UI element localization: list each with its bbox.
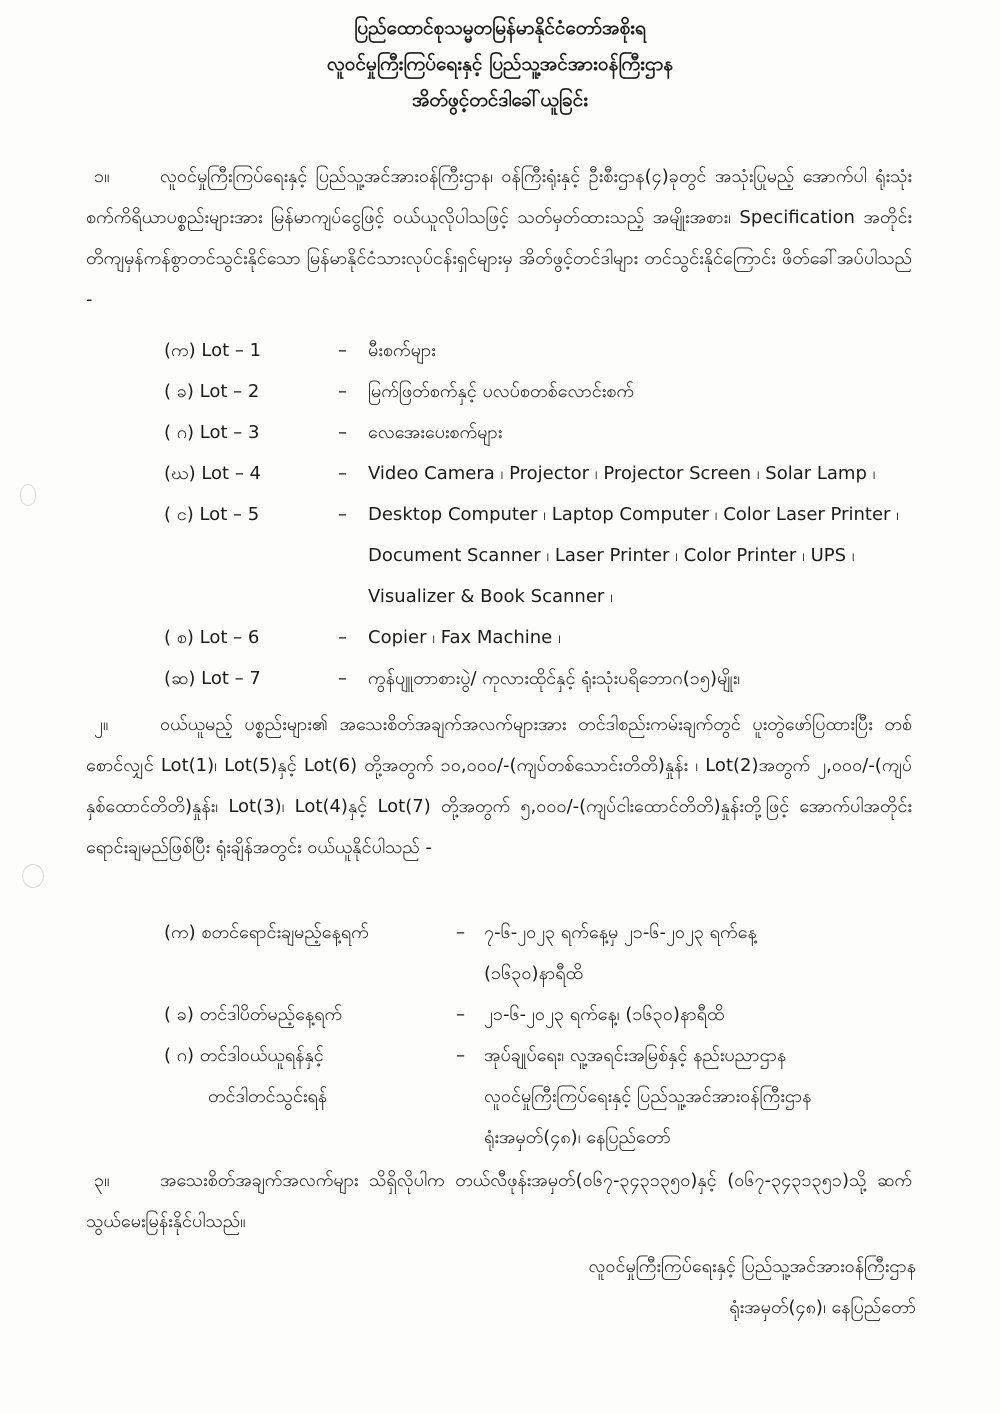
lot-item <box>164 330 928 371</box>
lot-description <box>368 658 928 699</box>
lot-description-line: ကွန်ပျူတာစားပွဲ/ ကုလားထိုင်နှင့် ရုံးသုံးပရိဘောဂ(၁၅)မျိုး၊ <box>368 668 741 689</box>
schedule-label <box>164 1035 456 1158</box>
schedule-value-line: လူဝင်မှုကြီးကြပ်ရေးနှင့် ပြည်သူ့အင်အားဝန်ကြီးဌာန <box>484 1086 812 1107</box>
lot-dash: – <box>338 627 347 648</box>
schedule-value <box>484 994 924 1035</box>
schedule-value-line: ရုံးအမှတ်(၄၈)၊ နေပြည်တော် <box>484 1127 671 1148</box>
schedule-dash: – <box>456 1045 465 1066</box>
schedule-value-line: အုပ်ချုပ်ရေး၊ လူ့အရင်းအမြစ်နှင့် နည်းပညာဌာန <box>484 1045 787 1066</box>
schedule-item <box>164 994 924 1035</box>
schedule-value <box>484 1035 924 1158</box>
paragraph-number: ၃။ <box>94 1170 110 1191</box>
lot-label: ( ခ) Lot – 2 <box>164 381 260 402</box>
lot-dash: – <box>338 340 347 361</box>
schedule-value-line: ၇-၆-၂၀၂၃ ရက်နေ့မှ ၂၁-၆-၂၀၂၃ ရက်နေ့ <box>484 922 757 943</box>
schedule-label-line: တင်ဒါတင်သွင်းရန် <box>208 1086 328 1107</box>
paragraph-number: ၂။ <box>94 714 109 735</box>
lot-description-line: Video Camera ၊ Projector ၊ Projector Screen ၊ Solar Lamp ၊ <box>368 463 876 484</box>
lot-label: ( ဂ) Lot – 3 <box>164 422 260 443</box>
schedule-dash: – <box>456 922 465 943</box>
signature-address: ရုံးအမှတ်(၄၈)၊ နေပြည်တော် <box>729 1297 916 1318</box>
document-header <box>0 10 1000 118</box>
lot-label: (ဃ) Lot – 4 <box>164 463 262 484</box>
lot-label: ( စ) Lot – 6 <box>164 627 260 648</box>
lot-description-line: မီးစက်များ <box>368 340 436 361</box>
lot-description <box>368 371 928 412</box>
lot-description-line: Document Scanner ၊ Laser Printer ၊ Color Printer ၊ UPS ၊ <box>368 545 855 566</box>
scan-speck <box>22 864 44 888</box>
lot-description-line: Copier ၊ Fax Machine ၊ <box>368 627 561 648</box>
schedule-label-line: ( ဂ) တင်ဒါဝယ်ယူရန်နှင့် <box>164 1045 324 1066</box>
header-ministry: လူဝင်မှုကြီးကြပ်ရေးနှင့် ပြည်သူ့အင်အားဝန်ကြီးဌာန <box>326 53 674 75</box>
lot-item <box>164 494 928 617</box>
lot-item <box>164 371 928 412</box>
paragraph-3 <box>86 1160 912 1242</box>
lot-dash: – <box>338 463 347 484</box>
paragraph-1 <box>86 156 912 320</box>
lot-description-line: လေအေးပေးစက်များ <box>368 422 503 443</box>
schedule-label: ( ခ) တင်ဒါပိတ်မည့်နေ့ရက် <box>164 1004 343 1025</box>
schedule-value <box>484 912 924 994</box>
scan-speck <box>20 484 36 506</box>
lot-item <box>164 453 928 494</box>
lot-description-line: Visualizer & Book Scanner ၊ <box>368 586 613 607</box>
paragraph-text: ဝယ်ယူမည့် ပစ္စည်းများ၏ အသေးစိတ်အချက်အလက်များအား တင်ဒါစည်းကမ်းချက်တွင် ပူးတွဲဖော်ပြထားပြီး တစ်စောင်လျှင် Lot(1)၊ Lot(5)နှင့် Lot(6) တို့အတွက် ၁၀,၀၀၀/-(ကျပ်တစ်သောင်းတိတိ)နှုန်း ၊ Lot(2)အတွက် ၂,၀၀၀/-(ကျပ်နှစ်ထောင်တိတိ)နှုန်း၊ Lot(3)၊ Lot(4)နှင့် Lot(7) တို့အတွက် ၅,၀၀၀/-(ကျပ်ငါးထောင်တိတိ)နှုန်းတို့ဖြင့် အောက်ပါအတိုင်း ရောင်းချမည်ဖြစ်ပြီး ရုံးချိန်အတွင်း ဝယ်ယူနိုင်ပါသည် - <box>86 714 912 858</box>
schedule-value-line: ၂၁-၆-၂၀၂၃ ရက်နေ့၊ (၁၆၃၀)နာရီထိ <box>484 1004 725 1025</box>
schedule-label: (က) စတင်ရောင်းချမည့်နေ့ရက် <box>164 922 369 943</box>
paragraph-text: လူဝင်မှုကြီးကြပ်ရေးနှင့် ပြည်သူ့အင်အားဝန်ကြီးဌာန၊ ဝန်ကြီးရုံးနှင့် ဦးစီးဌာန(၄)ခုတွင် အသုံးပြုမည့် အောက်ပါ ရုံးသုံးစက်ကိရိယာပစ္စည်းများအား မြန်မာကျပ်ငွေဖြင့် ဝယ်ယူလိုပါသဖြင့် သတ်မှတ်ထားသည့် အမျိုးအစား၊ Specification အတိုင်း တိကျမှန်ကန်စွာတင်သွင်းနိုင်သော မြန်မာနိုင်ငံသားလုပ်ငန်းရှင်များမှ အိတ်ဖွင့်တင်ဒါများ တင်သွင်းနိုင်ကြောင်း ဖိတ်ခေါ်အပ်ပါသည် - <box>86 166 912 310</box>
schedule-value-line: (၁၆၃၀)နာရီထိ <box>484 963 583 984</box>
lot-list <box>164 330 928 699</box>
signature-block <box>589 1246 916 1328</box>
lot-description <box>368 494 928 617</box>
lot-dash: – <box>338 381 347 402</box>
lot-description-line: မြက်ဖြတ်စက်နှင့် ပလပ်စတစ်လောင်းစက် <box>368 381 635 402</box>
lot-item <box>164 617 928 658</box>
lot-description <box>368 453 928 494</box>
schedule-item <box>164 912 924 994</box>
lot-dash: – <box>338 504 347 525</box>
lot-label: (ဆ) Lot – 7 <box>164 668 261 689</box>
lot-description <box>368 617 928 658</box>
lot-description-line: Desktop Computer ၊ Laptop Computer ၊ Color Laser Printer ၊ <box>368 504 899 525</box>
sale-schedule <box>164 912 924 1158</box>
paragraph-text: အသေးစိတ်အချက်အလက်များ သိရှိလိုပါက တယ်လီဖုန်းအမှတ်(၀၆၇-၃၄၃၁၃၅၀)နှင့် (၀၆၇-၃၄၃၁၃၅၁)သို့ ဆက်သွယ်မေးမြန်းနိုင်ပါသည်။ <box>86 1170 912 1232</box>
paragraph-2 <box>86 704 912 868</box>
schedule-dash: – <box>456 1004 465 1025</box>
schedule-item <box>164 1035 924 1158</box>
lot-dash: – <box>338 668 347 689</box>
header-title: အိတ်ဖွင့်တင်ဒါခေါ်ယူခြင်း <box>411 89 589 111</box>
lot-description <box>368 330 928 371</box>
paragraph-number: ၁။ <box>94 166 110 187</box>
lot-label: (က) Lot – 1 <box>164 340 262 361</box>
header-government: ပြည်ထောင်စုသမ္မတမြန်မာနိုင်ငံတော်အစိုးရ <box>354 17 646 39</box>
lot-item <box>164 658 928 699</box>
lot-label: ( င) Lot – 5 <box>164 504 260 525</box>
lot-item <box>164 412 928 453</box>
signature-ministry: လူဝင်မှုကြီးကြပ်ရေးနှင့် ပြည်သူ့အင်အားဝန်ကြီးဌာန <box>588 1256 916 1277</box>
lot-description <box>368 412 928 453</box>
lot-dash: – <box>338 422 347 443</box>
